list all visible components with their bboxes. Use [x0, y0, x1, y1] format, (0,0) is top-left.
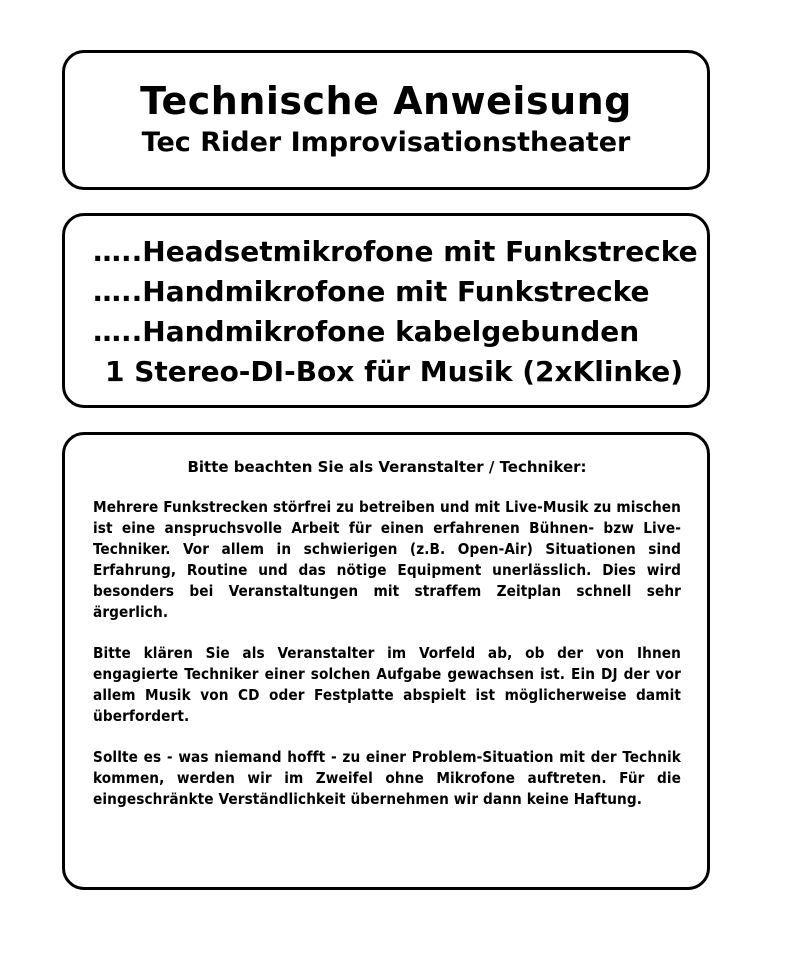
notes-box: [62, 432, 710, 890]
document-title: Technische Anweisung: [140, 79, 632, 123]
notes-paragraph: Bitte klären Sie als Veranstalter im Vorfeld ab, ob der von Ihnen engagierte Techniker einer solchen Aufgabe gewachsen ist. Ein DJ der vor allem Musik von CD oder Festplatte abspielt ist möglicherweise damit überfordert.: [93, 644, 681, 725]
notes-heading: Bitte beachten Sie als Veranstalter / Techniker:: [187, 458, 587, 476]
notes-paragraph: Mehrere Funkstrecken störfrei zu betreiben und mit Live-Musik zu mischen ist eine anspruchsvolle Arbeit für einen erfahrenen Bühnen- bzw Live-Techniker. Vor allem in schwierigen (z.B. Open-Air) Situationen sind Erfahrung, Routine und das nötige Equipment unerlässlich. Dies wird besonders bei Veranstaltungen mit straffem Zeitplan schnell sehr ärgerlich.: [93, 498, 681, 621]
equipment-item-handheld-wired: …..Handmikrofone kabelgebunden: [93, 315, 640, 348]
equipment-item-handheld-wireless: …..Handmikrofone mit Funkstrecke: [93, 275, 650, 308]
document-subtitle: Tec Rider Improvisationstheater: [141, 127, 631, 158]
title-box: [62, 50, 710, 190]
equipment-item-headset: …..Headsetmikrofone mit Funkstrecke: [93, 235, 698, 268]
equipment-box: [62, 213, 710, 408]
notes-paragraph: Sollte es - was niemand hofft - zu einer Problem-Situation mit der Technik kommen, werden wir im Zweifel ohne Mikrofone auftreten. Für die eingeschränkte Verständlichkeit übernehmen wir dann keine Haftung.: [93, 748, 681, 808]
equipment-item-di-box: 1 Stereo-DI-Box für Musik (2xKlinke): [105, 355, 684, 388]
